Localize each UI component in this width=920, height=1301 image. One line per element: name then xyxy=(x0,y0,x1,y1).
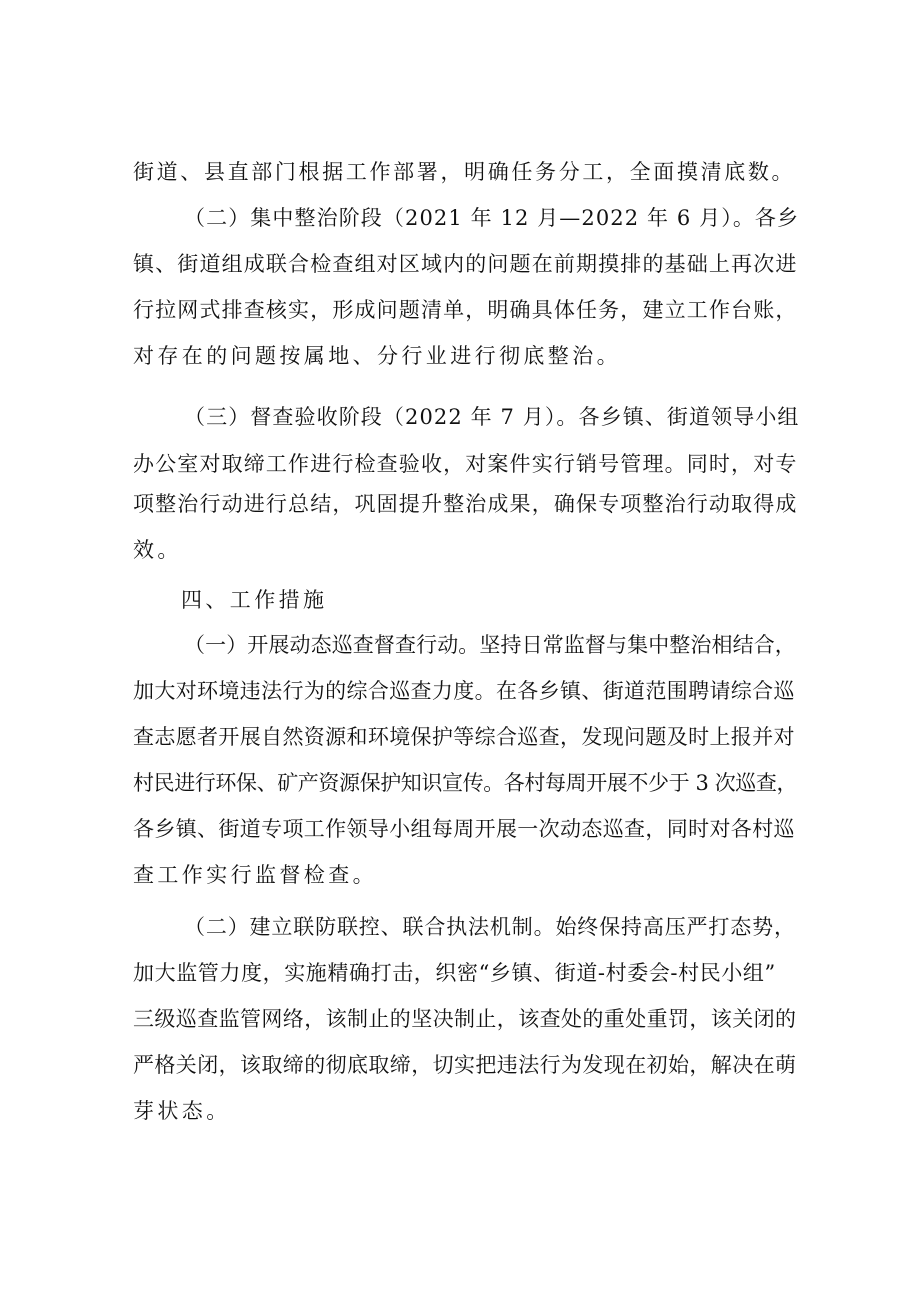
paragraph-line: 行拉网式排查核实，形成问题清单，明确具体任务，建立工作台账， xyxy=(133,298,798,322)
paragraph-line: 各乡镇、街道专项工作领导小组每周开展一次动态巡查，同时对各村巡 xyxy=(133,817,795,841)
paragraph-line: 三级巡查监管网络，该制止的坚决制止，该查处的重处重罚，该关闭的 xyxy=(133,1007,797,1031)
paragraph-line: 办公室对取缔工作进行检查验收，对案件实行销号管理。同时，对专 xyxy=(133,452,798,476)
paragraph-line: 加大监管力度，实施精确打击，织密“乡镇、街道-村委会-村民小组” xyxy=(133,961,776,985)
paragraph-line: （三）督查验收阶段（2022 年 7 月）。各乡镇、街道领导小组 xyxy=(184,405,800,429)
paragraph-line: （二）集中整治阶段（2021 年 12 月—2022 年 6 月）。各乡 xyxy=(184,206,800,230)
section-heading: 四、工作措施 xyxy=(181,588,328,612)
paragraph-line: （二）建立联防联控、联合执法机制。始终保持高压严打态势， xyxy=(184,915,796,939)
paragraph-line: 村民进行环保、矿产资源保护知识宣传。各村每周开展不少于 3 次巡查， xyxy=(133,771,798,795)
paragraph-line: 街道、县直部门根据工作部署，明确任务分工，全面摸清底数。 xyxy=(133,160,796,184)
paragraph-line: （一）开展动态巡查督查行动。坚持日常监督与集中整治相结合， xyxy=(184,633,796,657)
paragraph-line: 加大对环境违法行为的综合巡查力度。在各乡镇、街道范围聘请综合巡 xyxy=(133,679,795,703)
paragraph-line: 对存在的问题按属地、分行业进行彻底整治。 xyxy=(133,344,621,368)
paragraph-line: 镇、街道组成联合检查组对区域内的问题在前期摸排的基础上再次进 xyxy=(133,252,798,276)
paragraph-line: 芽状态。 xyxy=(133,1099,231,1123)
paragraph-line: 严格关闭，该取缔的彻底取缔，切实把违法行为发现在初始，解决在萌 xyxy=(133,1053,797,1077)
paragraph-line: 项整治行动进行总结，巩固提升整治成果，确保专项整治行动取得成 xyxy=(133,492,798,516)
paragraph-line: 效。 xyxy=(133,538,182,562)
paragraph-line: 查志愿者开展自然资源和环境保护等综合巡查，发现问题及时上报并对 xyxy=(133,725,795,749)
paragraph-line: 查工作实行监督检查。 xyxy=(133,863,377,887)
